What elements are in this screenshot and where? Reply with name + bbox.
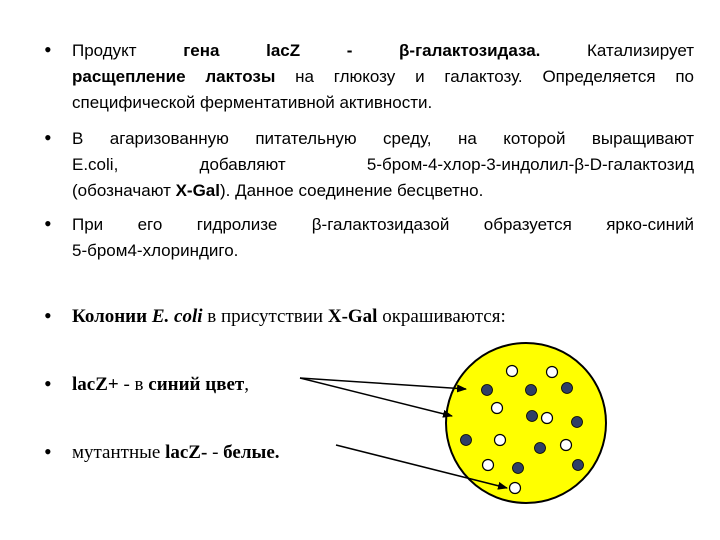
white-colony: [510, 483, 521, 494]
white-colony: [492, 403, 503, 414]
blue-colony: [535, 443, 546, 454]
text-segment: 5-бром4-хлориндиго.: [72, 241, 239, 260]
text-segment: (обозначают: [72, 181, 176, 200]
text-segment: гена lacZ -: [183, 41, 400, 60]
text-segment: на глюкозу и галактозу. Определяется по: [275, 67, 694, 86]
text-segment: расщепление лактозы: [72, 67, 276, 86]
text-segment: - в: [118, 374, 149, 395]
bullet-marker: •: [44, 125, 52, 150]
blue-colony: [527, 411, 538, 422]
text-segment: специфической ферментативной активности.: [72, 93, 433, 112]
white-colony: [561, 440, 572, 451]
text-segment: Катализирует: [540, 41, 694, 60]
bullet-marker: •: [44, 37, 52, 62]
text-segment: -галактозидаза.: [409, 41, 541, 60]
text-segment: -: [207, 442, 224, 463]
text-segment: синий цвет: [148, 374, 245, 395]
bullet-marker: •: [44, 439, 52, 464]
blue-colony: [513, 463, 524, 474]
text-segment: lacZ+: [72, 374, 119, 395]
blue-colony: [526, 385, 537, 396]
text-segment: ). Данное соединение бесцветно.: [219, 181, 484, 200]
bullet-marker: •: [44, 211, 52, 236]
text-segment: в присутствии: [202, 306, 328, 327]
text-segment: E.coli, добавляют 5-бром-4-хлор-3-индолил-β-D-галактозид: [72, 155, 694, 174]
text-segment: В агаризованную питательную среду, на которой выращивают: [72, 129, 694, 148]
blue-colony: [572, 417, 583, 428]
text-segment: мутантные: [72, 442, 166, 463]
text-segment: Колонии: [72, 306, 152, 327]
text-segment: X-Gal: [175, 181, 220, 200]
text-segment: При его гидролизе β-галактозидазой образуется ярко-синий: [72, 215, 694, 234]
text-segment: Продукт: [72, 41, 184, 60]
text-segment: ,: [244, 374, 249, 395]
text-segment: белые: [223, 442, 275, 463]
text-segment: окрашиваются:: [377, 306, 506, 327]
blue-colony: [573, 460, 584, 471]
blue-colony: [461, 435, 472, 446]
white-colony: [542, 413, 553, 424]
text-segment: X-Gal: [327, 306, 378, 327]
white-colony: [507, 366, 518, 377]
bullet-marker: •: [44, 303, 52, 328]
text-segment: .: [274, 442, 280, 463]
white-colony: [483, 460, 494, 471]
text-segment: β: [399, 41, 410, 60]
text-segment: lacZ-: [165, 442, 208, 463]
blue-colony: [482, 385, 493, 396]
white-colony: [547, 367, 558, 378]
white-colony: [495, 435, 506, 446]
blue-colony: [562, 383, 573, 394]
text-segment: E. coli: [151, 306, 203, 327]
bullet-marker: •: [44, 371, 52, 396]
